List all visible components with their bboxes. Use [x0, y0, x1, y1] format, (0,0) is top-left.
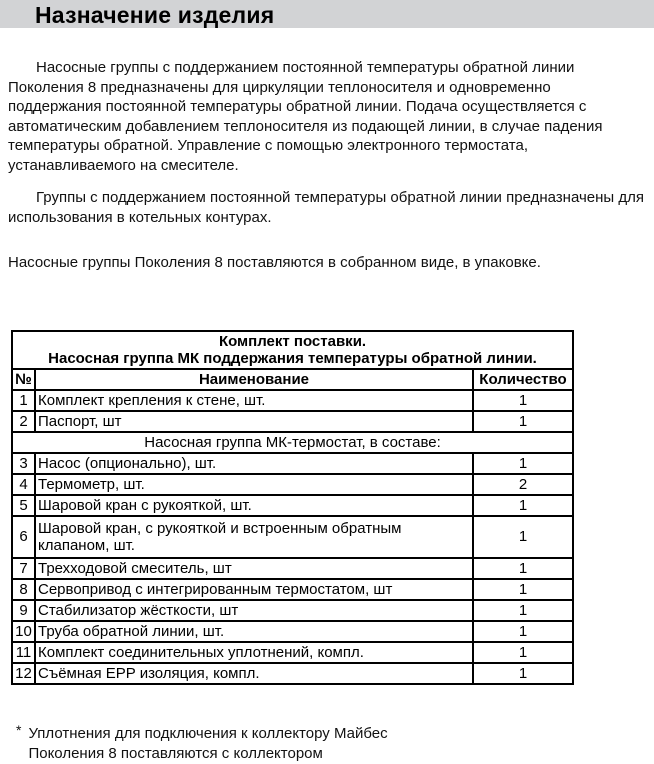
table-caption [12, 331, 573, 369]
table-row [12, 600, 573, 621]
row-num: 11 [12, 642, 35, 663]
column-header-num: № [12, 369, 35, 390]
row-num: 10 [12, 621, 35, 642]
intro-paragraph-3: Насосные группы Поколения 8 поставляются в собранном виде, в упаковке. [8, 254, 541, 271]
row-qty: 1 [473, 621, 573, 642]
row-qty: 1 [473, 453, 573, 474]
row-num: 3 [12, 453, 35, 474]
row-qty: 1 [473, 558, 573, 579]
row-num: 4 [12, 474, 35, 495]
intro-paragraph-2: Группы с поддержанием постоянной температуры обратной линии предназначены для использования в котельных контурах. [8, 189, 644, 226]
row-name: Сервопривод с интегрированным термостатом, шт [35, 579, 473, 600]
row-name: Съёмная EPP изоляция, компл. [35, 663, 473, 684]
row-qty: 1 [473, 516, 573, 558]
row-name: Термометр, шт. [35, 474, 473, 495]
row-name: Насос (опционально), шт. [35, 453, 473, 474]
table-row [12, 453, 573, 474]
footnote [14, 721, 644, 764]
footnote-text [28, 724, 387, 764]
table-row [12, 390, 573, 411]
footnote-asterisk: * [16, 721, 22, 738]
row-name: Трехходовой смеситель, шт [35, 558, 473, 579]
delivery-set-table [11, 330, 574, 685]
row-qty: 1 [473, 390, 573, 411]
footnote-line-1: Уплотнения для подключения к коллектору Майбес [28, 724, 388, 742]
row-name: Шаровой кран с рукояткой, шт. [35, 495, 473, 516]
row-num: 6 [12, 516, 35, 558]
row-name: Комплект соединительных уплотнений, компл. [35, 642, 473, 663]
row-num: 1 [12, 390, 35, 411]
row-num: 5 [12, 495, 35, 516]
table-section-row [12, 432, 573, 453]
section-title: Насосная группа МК-термостат, в составе: [12, 432, 573, 453]
page-title: Назначение изделия [35, 2, 275, 28]
row-name: Комплект крепления к стене, шт. [35, 390, 473, 411]
table-caption-line-2: Насосная группа МК поддержания температуры обратной линии. [48, 349, 537, 367]
table-row [12, 558, 573, 579]
table-header-row [12, 369, 573, 390]
row-qty: 2 [473, 474, 573, 495]
row-qty: 1 [473, 411, 573, 432]
row-qty: 1 [473, 663, 573, 684]
row-name: Труба обратной линии, шт. [35, 621, 473, 642]
row-name: Стабилизатор жёсткости, шт [35, 600, 473, 621]
table-caption-row [12, 331, 573, 369]
row-num: 7 [12, 558, 35, 579]
table-row [12, 663, 573, 684]
table-row [12, 411, 573, 432]
document-body [8, 58, 644, 764]
row-qty: 1 [473, 600, 573, 621]
row-qty: 1 [473, 579, 573, 600]
row-num: 9 [12, 600, 35, 621]
row-qty: 1 [473, 642, 573, 663]
table-row [12, 579, 573, 600]
row-name: Паспорт, шт [35, 411, 473, 432]
intro-paragraph-1: Насосные группы с поддержанием постоянной температуры обратной линии Поколения 8 предназначены для циркуляции теплоносителя и одновременно поддержания постоянной температуры обратной линии. Подача осуществляется с автоматическим добавлением теплоносителя из подающей линии, в случае падения температуры обратной. Управление с помощью электронного термостата, устанавливаемого на смесителе. [8, 59, 603, 174]
table-row [12, 495, 573, 516]
table-row [12, 474, 573, 495]
table-caption-line-1: Комплект поставки. [218, 332, 367, 350]
column-header-name: Наименование [35, 369, 473, 390]
table-row [12, 642, 573, 663]
row-qty: 1 [473, 495, 573, 516]
row-num: 12 [12, 663, 35, 684]
column-header-qty: Количество [473, 369, 573, 390]
footnote-line-2: Поколения 8 поставляются с коллектором [28, 744, 323, 762]
row-num: 2 [12, 411, 35, 432]
row-name: Шаровой кран, с рукояткой и встроенным обратным клапаном, шт. [35, 516, 473, 558]
row-num: 8 [12, 579, 35, 600]
title-band [0, 0, 654, 28]
table-row [12, 516, 573, 558]
table-row [12, 621, 573, 642]
